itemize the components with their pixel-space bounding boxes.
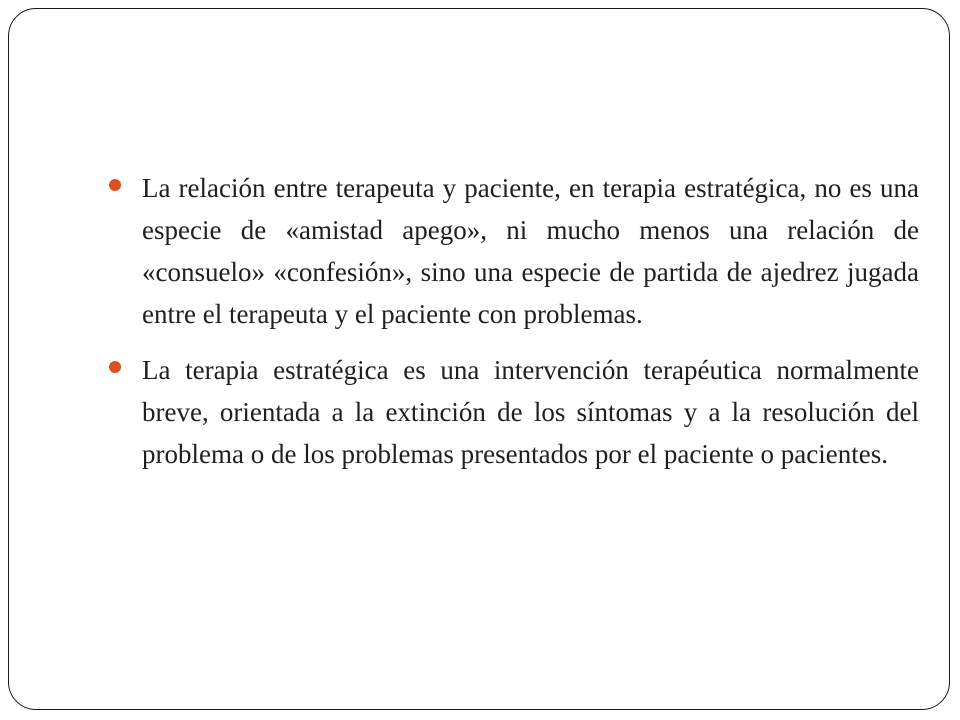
slide-frame bbox=[8, 8, 950, 710]
bullet-dot-icon bbox=[109, 179, 121, 191]
bullet-item bbox=[109, 349, 919, 475]
bullet-text: La terapia estratégica es una intervención terapéutica normalmente breve, orientada a la extinción de los síntomas y a la resolución del problema o de los problemas presentados por el paciente o pacientes. bbox=[142, 355, 919, 469]
bullet-dot-icon bbox=[109, 361, 121, 373]
bullet-item bbox=[109, 167, 919, 335]
bullet-list bbox=[109, 167, 919, 489]
bullet-text: La relación entre terapeuta y paciente, en terapia estratégica, no es una especie de «amistad apego», ni mucho menos una relación de «consuelo» «confesión», sino una especie de partida de ajedrez jugada entre el terapeuta y el paciente con problemas. bbox=[142, 173, 919, 329]
